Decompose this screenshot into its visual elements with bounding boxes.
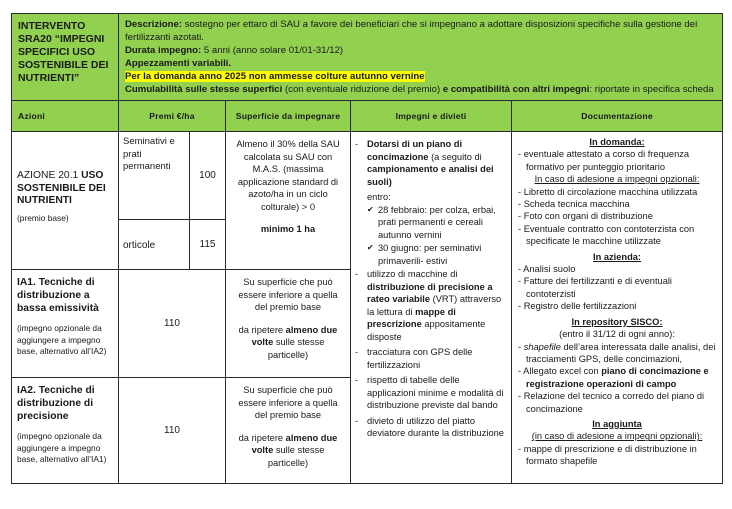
column-header-azioni: Azioni bbox=[12, 101, 119, 132]
deadline-28-febbraio: ✔ 28 febbraio: per colza, erbai, prati permanenti e cereali autunno vernini bbox=[367, 204, 507, 242]
commitment-piano-concimazione: - Dotarsi di un piano di concimazione (a seguito di campionamento e analisi dei suoli) bbox=[355, 138, 507, 188]
column-header-documentazione: Documentazione bbox=[512, 101, 723, 132]
commitment-divieto: - divieto di utilizzo del piatto deviatore durante la distribuzione bbox=[355, 415, 507, 440]
option-ia1: IA1. Tecniche di distribuzione a bassa emissività (impegno opzionale da aggiungere a impegno base, alternativo all’IA2) bbox=[12, 270, 119, 378]
column-header-impegni: Impegni e divieti bbox=[351, 101, 512, 132]
column-header-premi: Premi €/ha bbox=[119, 101, 226, 132]
premium-orticole: 115 bbox=[190, 220, 226, 270]
measure-table bbox=[11, 13, 723, 484]
premium-ia1: 110 bbox=[119, 270, 226, 378]
premium-ia2: 110 bbox=[119, 378, 226, 484]
column-header-superficie: Superficie da impegnare bbox=[226, 101, 351, 132]
surface-ia2: Su superficie che può essere inferiore a quella del premio base da ripetere almeno due volte sulle stesse particelle) bbox=[226, 378, 351, 484]
surface-ia1: Su superficie che può essere inferiore a quella del premio base da ripetere almeno due volte sulle stesse particelle) bbox=[226, 270, 351, 378]
surface-20-1: Almeno il 30% della SAU calcolata su SAU con M.A.S. (massima applicazione standard di azoto/ha in un ciclo colturale) > 0 minimo 1 ha bbox=[226, 132, 351, 270]
commitment-vrt: - utilizzo di macchine di distribuzione di precisione a rateo variabile (VRT) attraverso la lettura di mappe di prescrizione appositamente disposte bbox=[355, 268, 507, 343]
commitment-tabelle: - rispetto di tabelle delle applicazioni minime e modalità di distribuzione previste dal bando bbox=[355, 374, 507, 412]
option-ia2: IA2. Tecniche di distribuzione di precisione (impegno opzionale da aggiungere a impegno base, alternativo all’IA1) bbox=[12, 378, 119, 484]
documentation-list: In domanda: - eventuale attestato a corso di frequenza formativo per punteggio prioritario In caso di adesione a impegni opzionali: - Libretto di circolazione macchina utilizzata - Scheda tecnica macchina - Foto con organi di distribuzione - Eventuale contratto con contoterzista con specificate le macchine utilizzate In azienda: - Analisi suolo - Fatture dei fertilizzanti e di eventuali contoterzisti - Registro delle fertilizzazioni In repository SISCO: (entro il 31/12 di ogni anno): - shapefile dell’area interessata dalle analisi, dei tracciamenti GPS, delle concimazioni, - Allegato excel con piano di concimazione e registrazione operazioni di campo - Relazione del tecnico a corredo del piano di concimazione In aggiunta (in caso di adesione a impegni opzionali): - mappe di prescrizione e di distribuzione in formato shapefile bbox=[512, 132, 723, 484]
premium-seminativi: 100 bbox=[190, 132, 226, 220]
action-20-1: AZIONE 20.1 USO SOSTENIBILE DEI NUTRIENTI (premio base) bbox=[12, 132, 119, 270]
crop-seminativi: Seminativi e prati permanenti bbox=[119, 132, 190, 220]
highlight-note: Per la domanda anno 2025 non ammesse colture autunno vernine bbox=[125, 71, 425, 82]
commitments-list: - Dotarsi di un piano di concimazione (a seguito di campionamento e analisi dei suoli) entro: ✔ 28 febbraio: per colza, erbai, prati permanenti e cereali autunno vernini ✔ 30 giugno: per seminativi primaverili- estivi - utilizzo di macchine di distribuzione di precisione a rateo variabile (VRT) attraverso la lettura di mappe di prescrizione appositamente disposte - tracciatura con GPS delle fertilizzazioni - rispetto di tabelle delle applicazioni minime e modalità di distribuzione previste dal bando - divieto di utilizzo del piatto deviatore durante la distribuzione bbox=[351, 132, 512, 484]
intervention-description: Descrizione: sostegno per ettaro di SAU a favore dei beneficiari che si impegnano a adottare disposizioni specifiche sulla gestione dei fertilizzanti azotati. Durata impegno: 5 anni (anno solare 01/01-31/12) Appezzamenti variabili. Per la domanda anno 2025 non ammesse colture autunno vernine Cumulabilità sulle stesse superfici (con eventuale riduzione del premio) e compatibilità con altri impegni: riportate in specifica scheda bbox=[119, 14, 723, 101]
intervention-title: INTERVENTO SRA20 “IMPEGNI SPECIFICI USO SOSTENIBILE DEI NUTRIENTI” bbox=[12, 14, 119, 101]
crop-orticole: orticole bbox=[119, 220, 190, 270]
deadline-30-giugno: ✔ 30 giugno: per seminativi primaverili- estivi bbox=[367, 242, 507, 267]
commitment-gps: - tracciatura con GPS delle fertilizzazioni bbox=[355, 346, 507, 371]
